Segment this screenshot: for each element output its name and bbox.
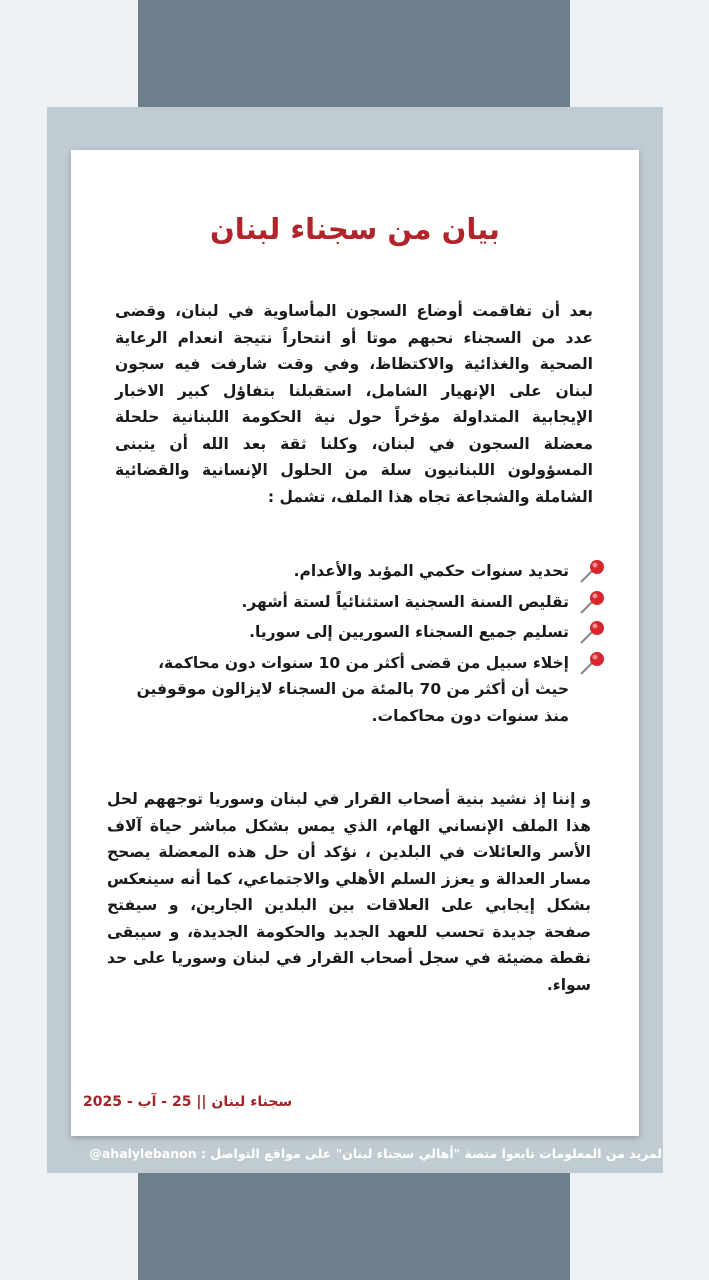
demand-text: تسليم جميع السجناء السوريين إلى سوريا. <box>249 623 569 641</box>
closing-paragraph: و إننا إذ نشيد بنية أصحاب القرار في لبنان وسوريا توجههم لحل هذا الملف الإنساني الهام، الذي يمس بشكل مباشر حياة آلاف الأسر والعائلات في البلدين ، نؤكد أن حل هذه المعضلة يصحح مسار العدالة و يعزز السلم الأهلي والاجتماعي، كما أنه سينعكس بشكل إيجابي على العلاقات بين البلدين الجارين، و سيفتح صفحة جديدة تحسب للعهد الجديد والحكومة الجديدة، و سيبقى نقطة مضيئة في سجل أصحاب القرار في لبنان وسوريا على حد سواء. <box>107 790 591 994</box>
top-decor-strip <box>138 0 570 108</box>
follow-text: لمزيد من المعلومات تابعوا منصة "أهالي سجناء لبنان" على مواقع التواصل : <box>200 1146 662 1161</box>
statement-title: بيان من سجناء لبنان <box>210 212 500 246</box>
intro-paragraph: بعد أن تفاقمت أوضاع السجون المأساوية في لبنان، وقضى عدد من السجناء نحبهم موتا أو انتحاراً نتيجة انعدام الرعاية الصحية والغذائية والاكتظاظ، وفي وقت شارفت فيه سجون لبنان على الإنهيار الشامل، استقبلنا بتفاؤل كبير الاخبار الإيجابية المتداولة مؤخراً حول نية الحكومة اللبنانية حلحلة معضلة السجون في لبنان، وكلنا ثقة بعد الله أن يتبنى المسؤولون اللبنانيون سلة من الحلول الإنسانية والقضائية الشاملة والشجاعة تجاه هذا الملف، تشمل : <box>115 302 593 506</box>
list-item <box>131 589 611 616</box>
pushpin-icon <box>577 589 609 615</box>
list-item <box>131 650 611 730</box>
pushpin-icon <box>577 619 609 645</box>
statement-card <box>71 150 639 1136</box>
date: 25 - آب - 2025 <box>83 1094 192 1110</box>
demand-text: تحديد سنوات حكمي المؤبد والأعدام. <box>293 562 569 580</box>
signature: سجناء لبنان <box>211 1094 293 1110</box>
social-handle-link[interactable]: @ahalylebanon <box>89 1146 197 1161</box>
follow-bar <box>72 1138 662 1170</box>
list-item <box>131 619 611 646</box>
list-item <box>131 558 611 585</box>
pushpin-icon <box>577 650 609 676</box>
demand-text: تقليص السنة السجنية استثنائياً لستة أشهر. <box>241 592 569 611</box>
pushpin-icon <box>577 558 609 584</box>
demands-list <box>131 558 611 733</box>
separator: || <box>196 1094 207 1110</box>
signature-line <box>83 1094 292 1110</box>
bottom-decor-strip <box>138 1172 570 1280</box>
demand-text: إخلاء سبيل من قضى أكثر من 10 سنوات دون محاكمة، حيث أن أكثر من 70 بالمئة من السجناء لايزالون موقوفين منذ سنوات دون محاكمات. <box>136 653 569 725</box>
